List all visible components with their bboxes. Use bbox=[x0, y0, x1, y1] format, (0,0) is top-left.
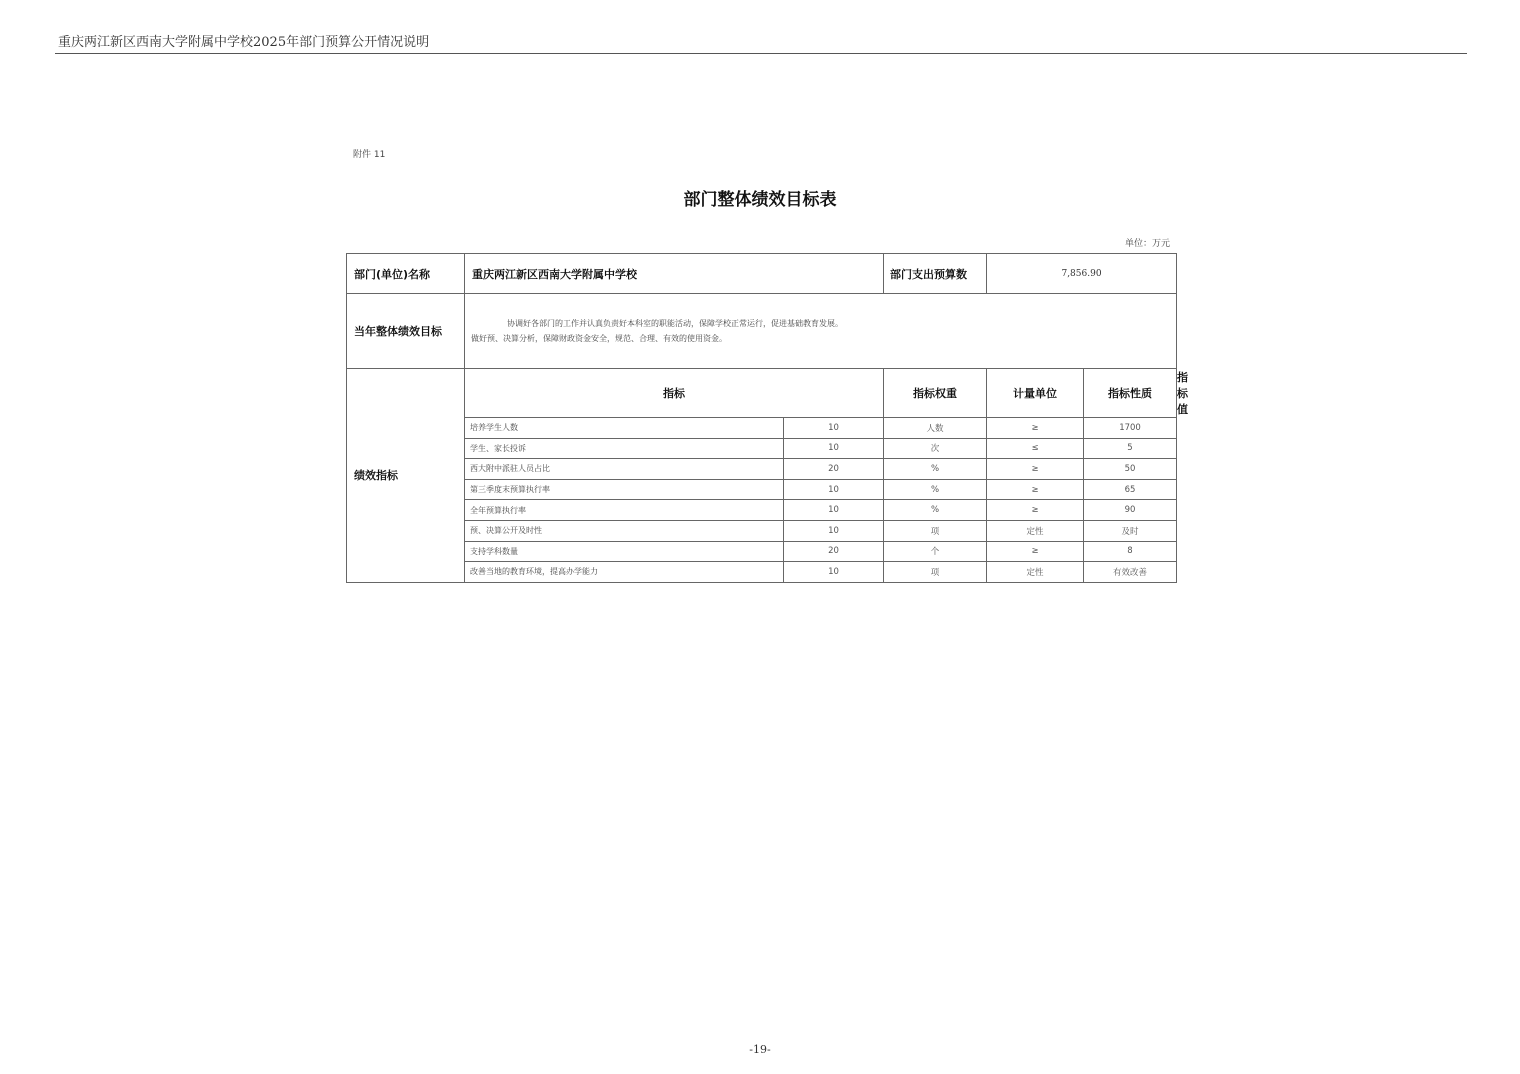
column-header-weight: 指标权重 bbox=[884, 369, 987, 418]
attachment-label: 附件 11 bbox=[353, 150, 386, 160]
table-row bbox=[347, 479, 1177, 500]
performance-goal-table bbox=[346, 253, 1189, 583]
indicator-name: 学生、家长投诉 bbox=[465, 438, 784, 459]
header-divider bbox=[55, 53, 1467, 54]
indicator-nature: ≥ bbox=[987, 459, 1084, 480]
indicator-weight: 20 bbox=[784, 541, 884, 562]
indicator-name: 改善当地的教育环境，提高办学能力 bbox=[465, 562, 784, 583]
dept-name: 重庆两江新区西南大学附属中学校 bbox=[465, 254, 884, 294]
table-row bbox=[347, 520, 1177, 541]
dept-label: 部门(单位)名称 bbox=[347, 254, 465, 294]
indicator-nature: ≥ bbox=[987, 479, 1084, 500]
indicator-name: 全年预算执行率 bbox=[465, 500, 784, 521]
indicator-unit: 项 bbox=[884, 562, 987, 583]
indicator-value: 90 bbox=[1084, 500, 1177, 521]
indicator-weight: 10 bbox=[784, 500, 884, 521]
table-row bbox=[347, 541, 1177, 562]
indicator-nature: ≥ bbox=[987, 418, 1084, 439]
page-number: -19- bbox=[749, 1043, 771, 1056]
indicator-value: 8 bbox=[1084, 541, 1177, 562]
indicator-value: 50 bbox=[1084, 459, 1177, 480]
indicator-name: 支持学科数量 bbox=[465, 541, 784, 562]
table-row bbox=[347, 438, 1177, 459]
indicator-unit: 项 bbox=[884, 520, 987, 541]
indicator-nature: 定性 bbox=[987, 562, 1084, 583]
indicator-name: 第三季度末预算执行率 bbox=[465, 479, 784, 500]
indicator-weight: 10 bbox=[784, 562, 884, 583]
indicator-weight: 20 bbox=[784, 459, 884, 480]
indicator-weight: 10 bbox=[784, 479, 884, 500]
indicator-unit: 个 bbox=[884, 541, 987, 562]
budget-value: 7,856.90 bbox=[987, 254, 1177, 294]
goal-description bbox=[465, 294, 1177, 369]
indicator-unit: % bbox=[884, 459, 987, 480]
indicator-nature: 定性 bbox=[987, 520, 1084, 541]
column-header-indicator: 指标 bbox=[465, 369, 884, 418]
indicator-nature: ≥ bbox=[987, 541, 1084, 562]
unit-note: 单位：万元 bbox=[1124, 239, 1170, 249]
indicator-value: 1700 bbox=[1084, 418, 1177, 439]
table-row bbox=[347, 500, 1177, 521]
indicators-label: 绩效指标 bbox=[347, 369, 465, 583]
running-header-title: 重庆两江新区西南大学附属中学校2025年部门预算公开情况说明 bbox=[58, 35, 430, 50]
indicator-unit: 人数 bbox=[884, 418, 987, 439]
goal-line-1: 协调好各部门的工作并认真负责好本科室的职能活动，保障学校正常运行，促进基础教育发展。 bbox=[507, 319, 843, 328]
column-header-nature: 指标性质 bbox=[1084, 369, 1177, 418]
document-title: 部门整体绩效目标表 bbox=[683, 190, 837, 210]
indicator-value: 65 bbox=[1084, 479, 1177, 500]
indicator-weight: 10 bbox=[784, 418, 884, 439]
dept-row bbox=[347, 254, 1177, 294]
table-row bbox=[347, 459, 1177, 480]
indicator-nature: ≤ bbox=[987, 438, 1084, 459]
indicator-value: 有效改善 bbox=[1084, 562, 1177, 583]
column-header-unit: 计量单位 bbox=[987, 369, 1084, 418]
goal-label: 当年整体绩效目标 bbox=[347, 294, 465, 369]
table-row bbox=[347, 418, 1177, 439]
indicator-name: 预、决算公开及时性 bbox=[465, 520, 784, 541]
indicator-value: 5 bbox=[1084, 438, 1177, 459]
goal-line-2: 做好预、决算分析，保障财政资金安全，规范、合理、有效的使用资金。 bbox=[471, 334, 727, 343]
indicator-name: 西大附中派驻人员占比 bbox=[465, 459, 784, 480]
indicator-name: 培养学生人数 bbox=[465, 418, 784, 439]
goal-row bbox=[347, 294, 1177, 369]
budget-label: 部门支出预算数 bbox=[884, 254, 987, 294]
indicator-unit: % bbox=[884, 500, 987, 521]
indicator-weight: 10 bbox=[784, 520, 884, 541]
indicator-weight: 10 bbox=[784, 438, 884, 459]
indicator-nature: ≥ bbox=[987, 500, 1084, 521]
indicator-unit: % bbox=[884, 479, 987, 500]
indicator-unit: 次 bbox=[884, 438, 987, 459]
indicator-header-row: 绩效指标 指标 指标权重 计量单位 指标性质 指标值 bbox=[347, 369, 1177, 418]
indicator-value: 及时 bbox=[1084, 520, 1177, 541]
table-row bbox=[347, 562, 1177, 583]
